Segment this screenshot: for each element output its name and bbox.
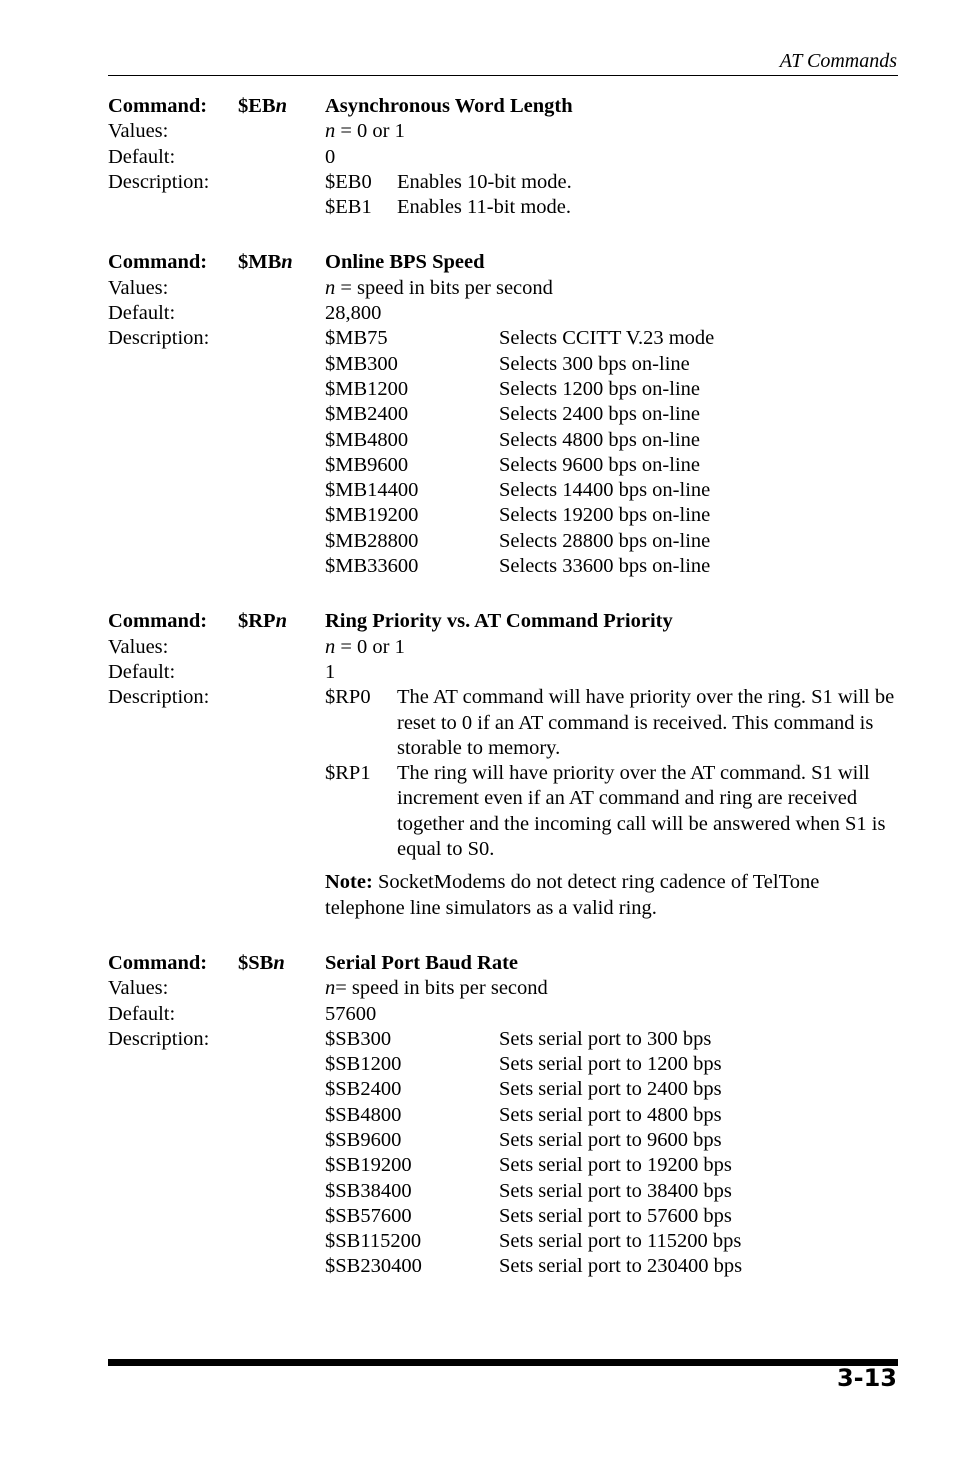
option-description: Selects 9600 bps on-line <box>499 453 700 476</box>
default-label: Default: <box>108 1002 176 1025</box>
option-code: $SB38400 <box>325 1179 412 1202</box>
default-value: 1 <box>325 660 336 683</box>
option-code: $MB1200 <box>325 377 409 400</box>
description-label: Description: <box>108 686 210 709</box>
option-code: $MB75 <box>325 327 388 350</box>
option-code: $EB0 <box>325 170 372 193</box>
option-description: Sets serial port to 57600 bps <box>499 1204 732 1227</box>
command-title: Serial Port Baud Rate <box>325 951 519 974</box>
command-label: Command: <box>108 251 208 274</box>
option-description: Sets serial port to 19200 bps <box>499 1154 732 1177</box>
default-label: Default: <box>108 660 176 683</box>
option-code: $SB9600 <box>325 1128 402 1151</box>
values-label: Values: <box>108 635 169 658</box>
option-description: Sets serial port to 300 bps <box>499 1027 712 1050</box>
command-block-mb <box>108 250 898 579</box>
command-name: $SBn <box>238 951 285 974</box>
option-description: Sets serial port to 230400 bps <box>499 1255 743 1278</box>
option-description: Sets serial port to 9600 bps <box>499 1128 722 1151</box>
option-code: $MB19200 <box>325 504 419 527</box>
option-description: Selects 300 bps on-line <box>499 352 690 375</box>
option-description: Selects 1200 bps on-line <box>499 377 700 400</box>
running-header: AT Commands <box>779 50 897 72</box>
note-text: SocketModems do not detect ring cadence of TelTone telephone line simulators as a valid ring. <box>325 871 820 919</box>
header-divider <box>108 75 898 76</box>
values-text: n= speed in bits per second <box>325 977 548 1000</box>
option-code: $MB33600 <box>325 555 419 578</box>
option-code: $MB4800 <box>325 428 409 451</box>
description-label: Description: <box>108 1027 210 1050</box>
option-description: Selects 4800 bps on-line <box>499 428 700 451</box>
option-code: $SB57600 <box>325 1204 412 1227</box>
option-description: Enables 10-bit mode. <box>397 170 572 193</box>
option-code: $RP0 <box>325 686 371 709</box>
option-code: $SB4800 <box>325 1103 402 1126</box>
values-label: Values: <box>108 977 169 1000</box>
option-description: Selects 28800 bps on-line <box>499 529 711 552</box>
option-description: Sets serial port to 2400 bps <box>499 1078 722 1101</box>
option-description: Selects 19200 bps on-line <box>499 504 711 527</box>
option-code: $SB19200 <box>325 1154 412 1177</box>
option-code: $SB115200 <box>325 1230 422 1253</box>
option-description: Sets serial port to 4800 bps <box>499 1103 722 1126</box>
default-value: 57600 <box>325 1002 377 1025</box>
option-code: $SB2400 <box>325 1078 402 1101</box>
command-title: Ring Priority vs. AT Command Priority <box>325 610 673 633</box>
command-label: Command: <box>108 951 208 974</box>
values-text: n = speed in bits per second <box>325 276 553 299</box>
description-label: Description: <box>108 327 210 350</box>
page-content <box>108 94 898 1310</box>
command-name: $MBn <box>238 251 293 274</box>
command-title: Online BPS Speed <box>325 251 485 274</box>
command-name: $RPn <box>238 610 287 633</box>
footer-divider <box>108 1359 898 1366</box>
option-description: Selects CCITT V.23 mode <box>499 327 715 350</box>
option-description: The ring will have priority over the AT command. S1 will increment even if an AT command and ring are received together and the incoming call will be answered when S1 is equal to S0. <box>397 762 886 861</box>
command-label: Command: <box>108 610 208 633</box>
option-code: $MB14400 <box>325 479 419 502</box>
option-description: Selects 2400 bps on-line <box>499 403 700 426</box>
note-label: Note: <box>325 871 373 894</box>
page-number: 3-13 <box>836 1364 897 1392</box>
option-description: Sets serial port to 115200 bps <box>499 1230 742 1253</box>
command-title: Asynchronous Word Length <box>325 95 573 117</box>
values-text: n = 0 or 1 <box>325 120 405 143</box>
option-code: $SB230400 <box>325 1255 422 1278</box>
option-description: Sets serial port to 1200 bps <box>499 1053 722 1076</box>
option-code: $RP1 <box>325 762 371 785</box>
default-label: Default: <box>108 302 176 325</box>
values-text: n = 0 or 1 <box>325 635 405 658</box>
command-name: $EBn <box>238 95 288 117</box>
command-block-sb <box>108 951 898 1280</box>
option-code: $MB2400 <box>325 403 409 426</box>
default-value: 28,800 <box>325 302 382 325</box>
option-description: Selects 33600 bps on-line <box>499 555 711 578</box>
option-code: $MB28800 <box>325 529 419 552</box>
values-label: Values: <box>108 120 169 143</box>
option-code: $EB1 <box>325 196 372 219</box>
option-description: Enables 11-bit mode. <box>397 196 572 219</box>
option-code: $MB9600 <box>325 453 409 476</box>
option-code: $MB300 <box>325 352 398 375</box>
default-label: Default: <box>108 145 176 168</box>
option-description: The AT command will have priority over the ring. S1 will be reset to 0 if an AT command is received. This command is storable to memory. <box>397 686 895 759</box>
command-label: Command: <box>108 95 208 117</box>
values-label: Values: <box>108 276 169 299</box>
description-label: Description: <box>108 170 210 193</box>
note-paragraph <box>325 870 885 921</box>
option-description: Sets serial port to 38400 bps <box>499 1179 732 1202</box>
command-block-eb <box>108 94 898 220</box>
option-description: Selects 14400 bps on-line <box>499 479 711 502</box>
option-code: $SB1200 <box>325 1053 402 1076</box>
command-block-rp <box>108 609 898 921</box>
default-value: 0 <box>325 145 336 168</box>
option-code: $SB300 <box>325 1027 392 1050</box>
